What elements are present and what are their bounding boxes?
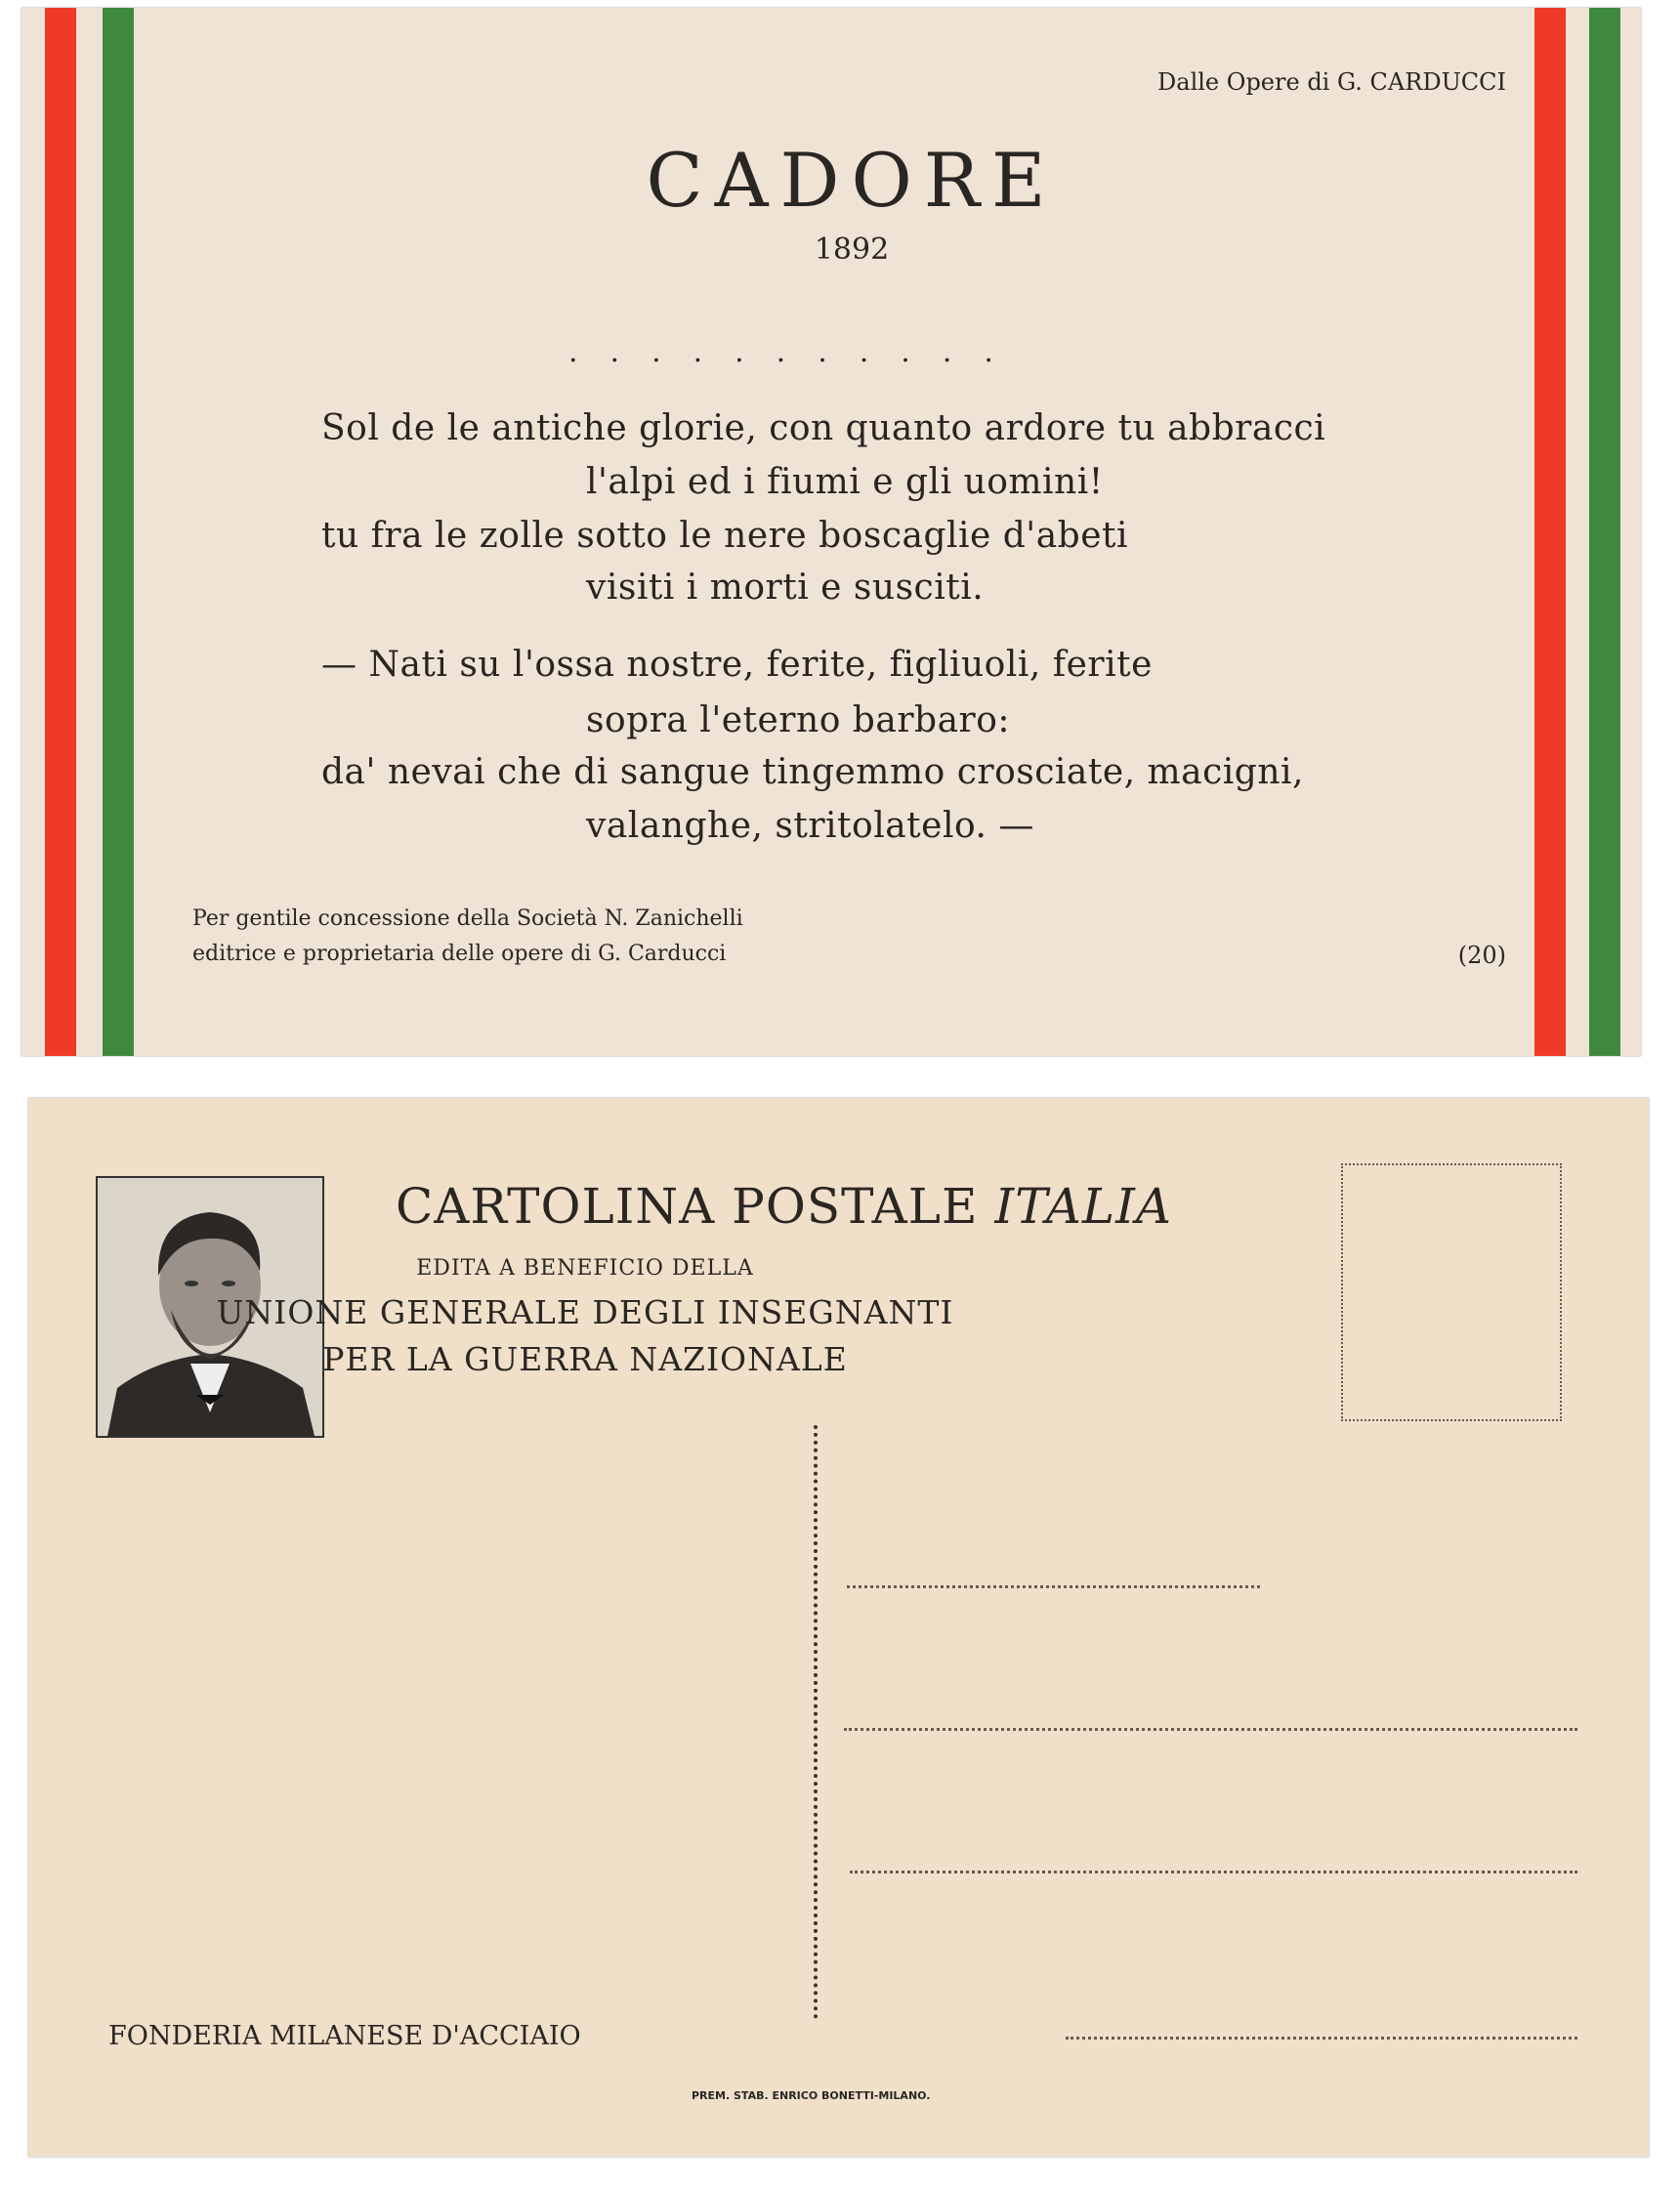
postcard-back: [28, 1098, 1649, 2157]
verse-line: Sol de le antiche glorie, con quanto ardore tu abbracci: [321, 408, 1326, 448]
verse-line: da' nevai che di sangue tingemmo crosciate, macigni,: [321, 752, 1304, 792]
card-number: (20): [1457, 942, 1506, 969]
address-line: [844, 1728, 1577, 1731]
poem-title: CADORE: [646, 137, 1058, 224]
ellipsis: ...........: [568, 335, 1026, 369]
verse-line: visiti i morti e susciti.: [586, 568, 985, 608]
address-line: [847, 1585, 1260, 1588]
address-line: [850, 1871, 1577, 1873]
verse-line: l'alpi ed i fiumi e gli uomini!: [586, 462, 1104, 502]
poem-year: 1892: [814, 232, 890, 267]
attribution: Dalle Opere di G. CARDUCCI: [1157, 68, 1506, 96]
address-line: [1066, 2037, 1577, 2040]
organization-line: PER LA GUERRA NAZIONALE: [322, 1340, 848, 1378]
card-heading: CARTOLINA POSTALE: [396, 1178, 979, 1235]
card-heading-italic: ITALIA: [994, 1178, 1172, 1235]
sponsor-text: FONDERIA MILANESE D'ACCIAIO: [108, 2021, 581, 2051]
organization-line: UNIONE GENERALE DEGLI INSEGNANTI: [216, 1293, 954, 1331]
credit-line: editrice e proprietaria delle opere di G. Carducci: [192, 942, 727, 966]
divider-line: [814, 1425, 818, 2019]
credit-line: Per gentile concessione della Società N. Zanichelli: [192, 906, 743, 931]
verse-line: tu fra le zolle sotto le nere boscaglie d'abeti: [321, 516, 1128, 556]
postcard-front: [21, 8, 1641, 1056]
printer-credit: PREM. STAB. ENRICO BONETTI-MILANO.: [692, 2089, 931, 2102]
verse-line: valanghe, stritolatelo. —: [586, 806, 1034, 846]
subtitle: EDITA A BENEFICIO DELLA: [416, 1256, 754, 1281]
stamp-box: [1341, 1163, 1562, 1421]
verse-line: — Nati su l'ossa nostre, ferite, figliuoli, ferite: [321, 645, 1153, 685]
verse-line: sopra l'eterno barbaro:: [586, 700, 1011, 740]
